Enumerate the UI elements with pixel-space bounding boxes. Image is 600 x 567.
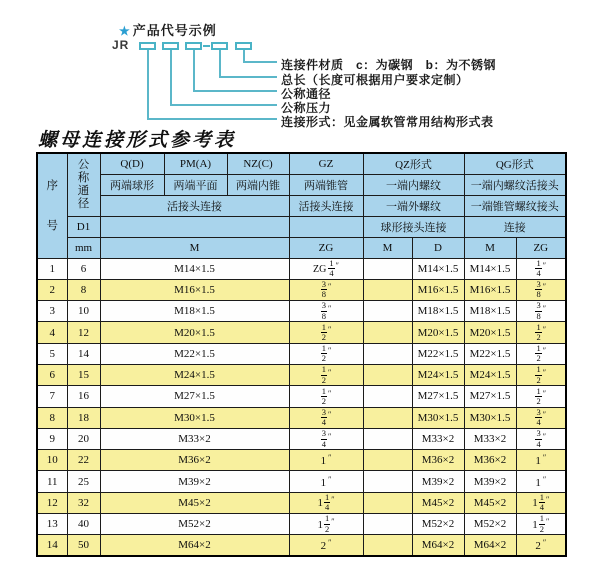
header-d1: D1	[67, 216, 100, 237]
thread-size-value: $\frac{3}{4}$ ″	[536, 428, 547, 449]
table-title: 螺母连接形式参考表	[38, 130, 237, 151]
cell-qz-d: M24×1.5	[412, 364, 464, 385]
thread-size-value: ZG $\frac{1}{4}$ ″	[313, 258, 339, 279]
thread-size-value: $\frac{1}{2}$ ″	[536, 321, 547, 343]
cell-dn: 16	[67, 386, 100, 407]
cell-qz-m	[363, 343, 412, 364]
cell-m: M20×1.5	[100, 322, 289, 343]
cell-seq: 2	[37, 279, 67, 300]
cell-qg-zg	[516, 450, 566, 471]
connector-line	[219, 50, 221, 78]
thread-size-value: 1 ″	[320, 474, 332, 489]
thread-size-value: $\frac{3}{4}$ ″	[321, 428, 332, 449]
cell-m: M39×2	[100, 471, 289, 492]
cell-qz-d: M14×1.5	[412, 258, 464, 279]
header-ball-joint-qz: 球形接头连接	[363, 216, 464, 237]
cell-qg-m: M39×2	[464, 471, 516, 492]
cell-m: M36×2	[100, 450, 289, 471]
thread-size-value: 1 $\frac{1}{2}$ ″	[317, 513, 335, 534]
cell-gz	[289, 428, 363, 449]
code-box	[139, 42, 156, 50]
header-code-pma: PM(A)	[164, 153, 227, 174]
cell-qz-m	[363, 471, 412, 492]
cell-gz	[289, 343, 363, 364]
cell-qg-m: M18×1.5	[464, 301, 516, 322]
cell-qz-m	[363, 428, 412, 449]
table-row	[37, 364, 566, 385]
table-row	[37, 428, 566, 449]
cell-qz-m	[363, 386, 412, 407]
cell-qz-m	[363, 492, 412, 513]
connector-line	[243, 61, 277, 63]
cell-qz-d: M36×2	[412, 450, 464, 471]
table-row	[37, 279, 566, 300]
thread-size-value: 1 ″	[535, 453, 547, 468]
cell-gz	[289, 492, 363, 513]
cell-qg-m: M30×1.5	[464, 407, 516, 428]
cell-dn: 32	[67, 492, 100, 513]
thread-size-value: $\frac{1}{2}$ ″	[536, 364, 547, 385]
cell-m: M30×1.5	[100, 407, 289, 428]
cell-seq: 9	[37, 428, 67, 449]
cell-qg-zg	[516, 492, 566, 513]
cell-m: M52×2	[100, 514, 289, 535]
cell-gz	[289, 258, 363, 279]
header-nominal-diameter: 公称通径	[67, 153, 100, 216]
cell-dn: 6	[67, 258, 100, 279]
code-label-length: 总长（长度可根据用户要求定制）	[281, 73, 469, 87]
code-box	[162, 42, 179, 50]
cell-qz-d: M27×1.5	[412, 386, 464, 407]
cell-dn: 10	[67, 301, 100, 322]
code-separator	[203, 45, 210, 47]
cell-qg-m: M33×2	[464, 428, 516, 449]
table-row	[37, 471, 566, 492]
cell-dn: 8	[67, 279, 100, 300]
header-blank-gz	[289, 216, 363, 237]
cell-qg-zg	[516, 471, 566, 492]
thread-size-value: $\frac{1}{2}$ ″	[536, 343, 547, 364]
cell-gz	[289, 535, 363, 556]
table-row	[37, 258, 566, 279]
thread-size-value: $\frac{3}{4}$ ″	[321, 407, 332, 428]
cell-qz-m	[363, 535, 412, 556]
cell-qz-d: M22×1.5	[412, 343, 464, 364]
cell-qg-zg	[516, 301, 566, 322]
cell-qz-m	[363, 258, 412, 279]
header-code-qg: QG形式	[464, 153, 566, 174]
header-unit-qg-m: M	[464, 237, 516, 258]
header-code-qd: Q(D)	[100, 153, 164, 174]
cell-gz	[289, 471, 363, 492]
thread-size-value: $\frac{3}{8}$ ″	[321, 300, 332, 321]
cell-dn: 50	[67, 535, 100, 556]
header-desc-pma: 两端平面	[164, 174, 227, 195]
cell-seq: 10	[37, 450, 67, 471]
header-unit-qz-m: M	[363, 237, 412, 258]
cell-qg-zg	[516, 258, 566, 279]
cell-seq: 6	[37, 364, 67, 385]
table-header	[37, 153, 566, 258]
cell-m: M24×1.5	[100, 364, 289, 385]
cell-qg-m: M24×1.5	[464, 364, 516, 385]
cell-qz-d: M64×2	[412, 535, 464, 556]
header-unit-qz-d: D	[412, 237, 464, 258]
nut-connection-table	[36, 152, 567, 557]
cell-qz-m	[363, 364, 412, 385]
cell-gz	[289, 301, 363, 322]
cell-gz	[289, 322, 363, 343]
connector-line	[147, 50, 149, 120]
cell-dn: 20	[67, 428, 100, 449]
cell-qg-zg	[516, 535, 566, 556]
header-desc-qz: 一端内螺纹	[363, 174, 464, 195]
thread-size-value: $\frac{1}{2}$ ″	[536, 385, 547, 406]
diagram-title	[119, 20, 217, 39]
thread-size-value: 1 ″	[535, 474, 547, 489]
table-row	[37, 450, 566, 471]
cell-dn: 25	[67, 471, 100, 492]
cell-dn: 15	[67, 364, 100, 385]
cell-qg-zg	[516, 514, 566, 535]
cell-qg-m: M36×2	[464, 450, 516, 471]
cell-m: M18×1.5	[100, 301, 289, 322]
connector-line	[147, 118, 277, 120]
cell-gz	[289, 450, 363, 471]
cell-m: M27×1.5	[100, 386, 289, 407]
thread-size-value: 2 ″	[535, 538, 547, 553]
header-desc-qg: 一端内螺纹活接头	[464, 174, 566, 195]
cell-m: M16×1.5	[100, 279, 289, 300]
header-unit-m: M	[100, 237, 289, 258]
header-connect-qg: 连接	[464, 216, 566, 237]
cell-m: M22×1.5	[100, 343, 289, 364]
cell-seq: 1	[37, 258, 67, 279]
code-label-material: 连接件材质 c：为碳钢 b：为不锈钢	[281, 58, 497, 72]
cell-seq: 4	[37, 322, 67, 343]
cell-m: M45×2	[100, 492, 289, 513]
cell-seq: 5	[37, 343, 67, 364]
cell-gz	[289, 407, 363, 428]
cell-qz-m	[363, 514, 412, 535]
cell-dn: 22	[67, 450, 100, 471]
thread-size-value: $\frac{1}{4}$ ″	[536, 258, 547, 279]
thread-size-value: $\frac{3}{8}$ ″	[536, 279, 547, 300]
cell-qg-zg	[516, 364, 566, 385]
connector-line	[193, 50, 195, 92]
thread-size-value: 1 $\frac{1}{4}$ ″	[317, 492, 335, 513]
cell-qz-d: M30×1.5	[412, 407, 464, 428]
product-code-diagram	[0, 0, 600, 130]
thread-size-value: $\frac{3}{8}$ ″	[536, 300, 547, 321]
cell-qg-zg	[516, 386, 566, 407]
cell-dn: 18	[67, 407, 100, 428]
connector-line	[193, 90, 277, 92]
thread-size-value: $\frac{3}{4}$ ″	[536, 407, 547, 428]
cell-m: M33×2	[100, 428, 289, 449]
code-box	[185, 42, 202, 50]
header-code-gz: GZ	[289, 153, 363, 174]
cell-dn: 40	[67, 514, 100, 535]
cell-qz-m	[363, 407, 412, 428]
header-joint-qg: 一端锥管螺纹接头	[464, 195, 566, 216]
cell-qz-d: M16×1.5	[412, 279, 464, 300]
table-row	[37, 343, 566, 364]
diagram-title-text: 产品代号示例	[132, 23, 217, 38]
table-row	[37, 492, 566, 513]
header-desc-qd: 两端球形	[100, 174, 164, 195]
cell-m: M14×1.5	[100, 258, 289, 279]
cell-seq: 11	[37, 471, 67, 492]
cell-qz-m	[363, 450, 412, 471]
connector-line	[219, 76, 277, 78]
cell-qz-m	[363, 322, 412, 343]
code-box	[211, 42, 228, 50]
cell-qg-m: M16×1.5	[464, 279, 516, 300]
cell-gz	[289, 279, 363, 300]
code-box	[235, 42, 252, 50]
cell-qg-m: M45×2	[464, 492, 516, 513]
cell-qg-zg	[516, 428, 566, 449]
header-joint-qpn: 活接头连接	[100, 195, 289, 216]
cell-gz	[289, 386, 363, 407]
cell-gz	[289, 514, 363, 535]
header-desc-gz: 两端锥管	[289, 174, 363, 195]
header-unit-zg: ZG	[289, 237, 363, 258]
code-label-connection: 连接形式：见金属软管常用结构形式表	[281, 115, 494, 129]
header-unit-qg-zg: ZG	[516, 237, 566, 258]
thread-size-value: 1 ″	[320, 453, 332, 468]
header-joint-qz: 一端外螺纹	[363, 195, 464, 216]
header-mm: mm	[67, 237, 100, 258]
header-seq: 序号	[37, 153, 67, 258]
cell-seq: 14	[37, 535, 67, 556]
thread-size-value: $\frac{1}{2}$ ″	[321, 385, 332, 406]
cell-qg-zg	[516, 279, 566, 300]
cell-qg-m: M52×2	[464, 514, 516, 535]
thread-size-value: $\frac{1}{2}$ ″	[321, 321, 332, 343]
thread-size-value: $\frac{1}{2}$ ″	[321, 364, 332, 385]
thread-size-value: $\frac{1}{2}$ ″	[321, 343, 332, 364]
star-icon: ★	[119, 24, 131, 38]
cell-m: M64×2	[100, 535, 289, 556]
cell-qg-m: M14×1.5	[464, 258, 516, 279]
table-row	[37, 514, 566, 535]
code-label-pressure: 公称压力	[281, 101, 332, 115]
cell-qg-m: M27×1.5	[464, 386, 516, 407]
cell-qz-d: M20×1.5	[412, 322, 464, 343]
cell-seq: 3	[37, 301, 67, 322]
header-joint-gz: 活接头连接	[289, 195, 363, 216]
cell-qz-d: M33×2	[412, 428, 464, 449]
cell-dn: 14	[67, 343, 100, 364]
cell-seq: 7	[37, 386, 67, 407]
table-body	[37, 258, 566, 556]
thread-size-value: 1 $\frac{1}{2}$ ″	[532, 513, 550, 534]
cell-qz-m	[363, 279, 412, 300]
cell-seq: 12	[37, 492, 67, 513]
cell-qz-d: M18×1.5	[412, 301, 464, 322]
cell-qz-d: M45×2	[412, 492, 464, 513]
cell-qg-zg	[516, 322, 566, 343]
header-blank-qpn	[100, 216, 289, 237]
thread-size-value: $\frac{3}{8}$ ″	[321, 279, 332, 300]
cell-qg-zg	[516, 407, 566, 428]
connector-line	[170, 50, 172, 106]
cell-qg-m: M20×1.5	[464, 322, 516, 343]
cell-seq: 8	[37, 407, 67, 428]
table-row	[37, 322, 566, 343]
cell-dn: 12	[67, 322, 100, 343]
header-code-nzc: NZ(C)	[227, 153, 289, 174]
code-prefix: JR	[112, 38, 130, 52]
table-row	[37, 407, 566, 428]
thread-size-value: 1 $\frac{1}{4}$ ″	[532, 492, 550, 513]
header-desc-nzc: 两端内锥	[227, 174, 289, 195]
cell-qz-m	[363, 301, 412, 322]
table-row	[37, 386, 566, 407]
cell-qz-d: M39×2	[412, 471, 464, 492]
code-label-diameter: 公称通径	[281, 87, 332, 101]
connector-line	[170, 104, 277, 106]
cell-qg-m: M22×1.5	[464, 343, 516, 364]
cell-gz	[289, 364, 363, 385]
cell-seq: 13	[37, 514, 67, 535]
cell-qg-m: M64×2	[464, 535, 516, 556]
table-row	[37, 535, 566, 556]
thread-size-value: 2 ″	[320, 538, 332, 553]
cell-qg-zg	[516, 343, 566, 364]
cell-qz-d: M52×2	[412, 514, 464, 535]
table-row	[37, 301, 566, 322]
header-code-qz: QZ形式	[363, 153, 464, 174]
